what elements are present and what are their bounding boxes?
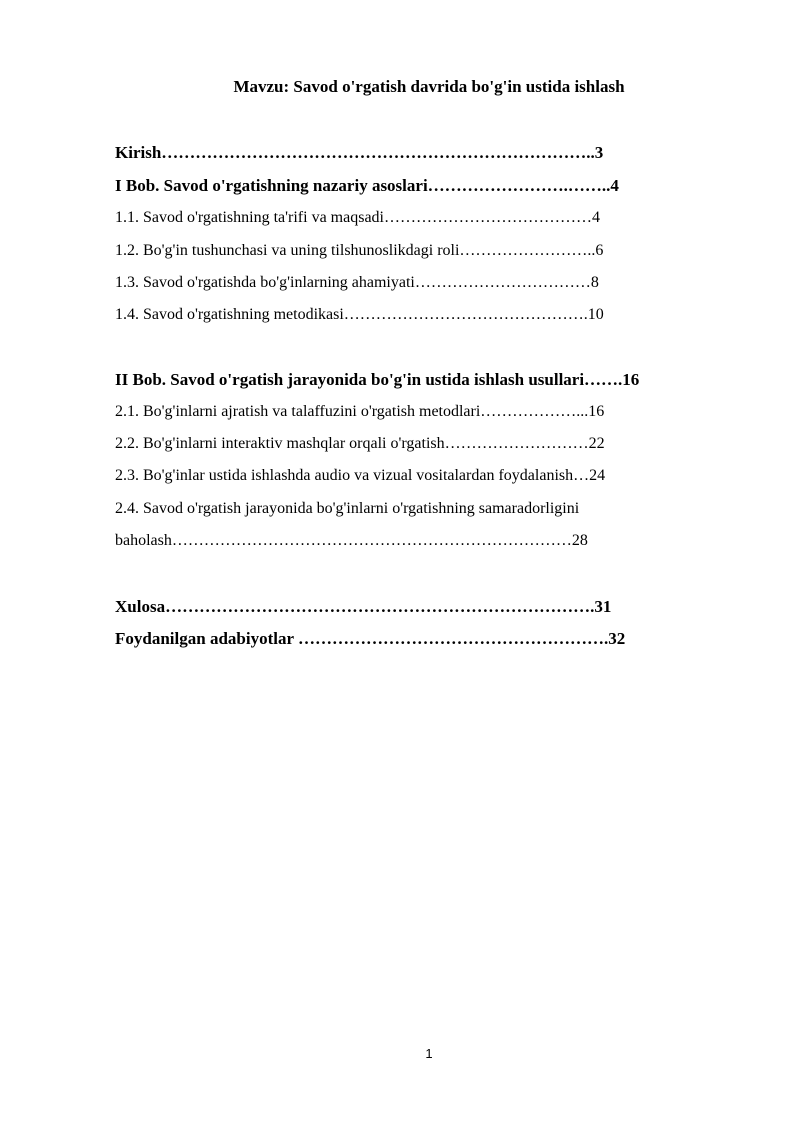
toc-entry-section-2-2: 2.2. Bo'g'inlarni interaktiv mashqlar orqali o'rgatish………………………22	[115, 435, 605, 452]
toc-entry-chapter-2: II Bob. Savod o'rgatish jarayonida bo'g'in ustida ishlash usullari…….16	[115, 370, 640, 389]
toc-entry-references: Foydanilgan adabiyotlar ……………………………………………….32	[115, 629, 626, 648]
toc-entry-section-2-4: 2.4. Savod o'rgatish jarayonida bo'g'inlarni o'rgatishning samaradorligini	[115, 500, 580, 517]
toc-entry-section-2-3: 2.3. Bo'g'inlar ustida ishlashda audio va vizual vositalardan foydalanish…24	[115, 467, 606, 484]
toc-entry-section-2-1: 2.1. Bo'g'inlarni ajratish va talaffuzini o'rgatish metodlari………………...16	[115, 403, 605, 420]
toc-entry-conclusion: Xulosa………………………………………………………………….31	[115, 597, 612, 616]
toc-entry-section-1-4: 1.4. Savod o'rgatishning metodikasi……………………………………….10	[115, 306, 604, 323]
toc-entry-section-1-2: 1.2. Bo'g'in tushunchasi va uning tilshunoslikdagi roli……………………..6	[115, 242, 604, 259]
page-number: 1	[425, 1046, 433, 1061]
toc-entry-introduction: Kirish…………………………………………………………………..3	[115, 143, 604, 162]
toc-entry-chapter-1: I Bob. Savod o'rgatishning nazariy asoslari…………………….……..4	[115, 176, 619, 195]
page-title: Mavzu: Savod o'rgatish davrida bo'g'in ustida ishlash	[233, 77, 625, 96]
toc-entry-section-1-1: 1.1. Savod o'rgatishning ta'rifi va maqsadi…………………………………4	[115, 209, 600, 226]
toc-entry-section-2-4-continued: baholash…………………………………………………………………28	[115, 532, 588, 549]
toc-entry-section-1-3: 1.3. Savod o'rgatishda bo'g'inlarning ahamiyati……………………………8	[115, 274, 599, 291]
